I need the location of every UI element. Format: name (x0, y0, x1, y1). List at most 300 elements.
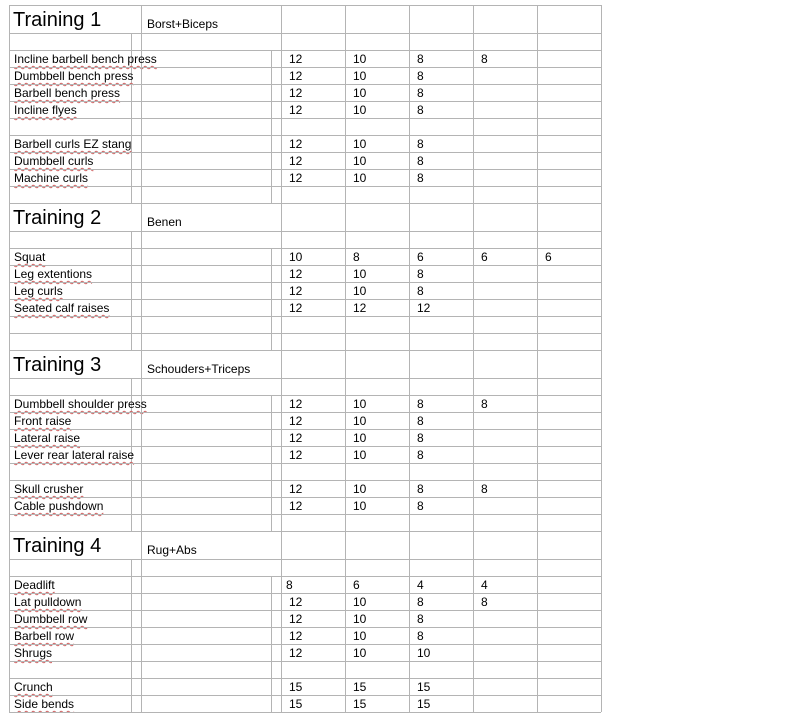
grid-line (537, 299, 538, 316)
grid-line (473, 661, 474, 678)
set-reps: 12 (289, 171, 303, 185)
grid-line (9, 5, 10, 712)
grid-line (271, 118, 272, 135)
grid-line (409, 33, 410, 50)
exercise-name: Barbell bench press (14, 86, 121, 100)
grid-line (537, 559, 538, 576)
grid-line (345, 531, 346, 559)
grid-line (281, 627, 282, 644)
grid-line (9, 576, 601, 577)
grid-line (141, 497, 142, 514)
grid-line (409, 395, 410, 412)
grid-line (281, 661, 282, 678)
set-reps: 8 (353, 250, 360, 264)
grid-line (473, 378, 474, 395)
grid-line (281, 67, 282, 84)
grid-line (345, 101, 346, 118)
grid-line (409, 661, 410, 678)
set-reps: 10 (417, 646, 431, 660)
grid-line (9, 333, 601, 334)
grid-line (131, 378, 132, 395)
grid-line (473, 644, 474, 661)
grid-line (473, 231, 474, 248)
grid-line (345, 559, 346, 576)
set-reps: 12 (289, 646, 303, 660)
set-reps: 10 (289, 250, 303, 264)
grid-line (473, 610, 474, 627)
grid-line (537, 531, 538, 559)
grid-line (131, 118, 132, 135)
grid-line (345, 661, 346, 678)
grid-line (281, 152, 282, 169)
exercise-name: Leg extentions (14, 267, 93, 281)
grid-line (271, 644, 272, 661)
grid-line (271, 446, 272, 463)
grid-line (9, 33, 601, 34)
set-reps: 8 (481, 482, 488, 496)
grid-line (141, 316, 142, 333)
grid-line (345, 84, 346, 101)
grid-line (345, 695, 346, 712)
grid-line (345, 576, 346, 593)
training-title: Training 3 (13, 354, 102, 376)
grid-line (537, 644, 538, 661)
grid-line (131, 661, 132, 678)
grid-line (281, 101, 282, 118)
set-reps: 6 (353, 578, 360, 592)
grid-line (409, 531, 410, 559)
grid-line (141, 627, 142, 644)
set-reps: 10 (353, 431, 367, 445)
set-reps: 10 (353, 646, 367, 660)
grid-line (537, 282, 538, 299)
grid-line (131, 514, 132, 531)
grid-line (281, 446, 282, 463)
grid-line (537, 678, 538, 695)
grid-line (271, 497, 272, 514)
set-reps: 15 (353, 680, 367, 694)
training-subtitle: Schouders+Triceps (147, 362, 251, 376)
grid-line (141, 661, 142, 678)
grid-line (141, 101, 142, 118)
grid-line (141, 231, 142, 248)
grid-line (9, 350, 601, 351)
set-reps: 8 (481, 397, 488, 411)
grid-line (281, 84, 282, 101)
grid-line (9, 5, 601, 6)
grid-line (9, 463, 601, 464)
grid-line (537, 169, 538, 186)
grid-line (141, 446, 142, 463)
set-reps: 15 (353, 697, 367, 711)
set-reps: 12 (289, 52, 303, 66)
grid-line (9, 593, 601, 594)
set-reps: 12 (289, 397, 303, 411)
grid-line (281, 412, 282, 429)
grid-line (141, 118, 142, 135)
grid-line (141, 678, 142, 695)
grid-line (9, 412, 601, 413)
grid-line (281, 429, 282, 446)
grid-line (141, 84, 142, 101)
grid-line (9, 299, 601, 300)
grid-line (271, 169, 272, 186)
grid-line (131, 412, 132, 429)
set-reps: 10 (353, 86, 367, 100)
grid-line (537, 593, 538, 610)
grid-line (9, 378, 601, 379)
grid-line (537, 5, 538, 33)
grid-line (281, 316, 282, 333)
exercise-name: Dumbbell row (14, 612, 88, 626)
grid-line (9, 282, 601, 283)
grid-line (271, 50, 272, 67)
grid-line (345, 678, 346, 695)
grid-line (537, 118, 538, 135)
grid-line (281, 50, 282, 67)
grid-line (537, 378, 538, 395)
set-reps: 10 (353, 499, 367, 513)
grid-line (271, 429, 272, 446)
grid-line (271, 333, 272, 350)
grid-line (9, 531, 601, 532)
grid-line (131, 282, 132, 299)
grid-line (409, 84, 410, 101)
grid-line (601, 5, 602, 712)
grid-line (271, 316, 272, 333)
grid-line (345, 395, 346, 412)
grid-line (537, 463, 538, 480)
grid-line (409, 118, 410, 135)
grid-line (141, 531, 142, 559)
grid-line (9, 695, 601, 696)
grid-line (281, 610, 282, 627)
grid-line (9, 231, 601, 232)
grid-line (537, 576, 538, 593)
grid-line (345, 186, 346, 203)
training-title: Training 4 (13, 535, 102, 557)
grid-line (409, 514, 410, 531)
grid-line (345, 463, 346, 480)
grid-line (281, 593, 282, 610)
grid-line (409, 610, 410, 627)
grid-line (345, 33, 346, 50)
exercise-name: Cable pushdown (14, 499, 104, 513)
grid-line (345, 610, 346, 627)
grid-line (409, 593, 410, 610)
grid-line (141, 593, 142, 610)
grid-line (473, 5, 474, 33)
grid-line (345, 118, 346, 135)
grid-line (131, 627, 132, 644)
grid-line (473, 497, 474, 514)
grid-line (9, 316, 601, 317)
set-reps: 12 (289, 86, 303, 100)
grid-line (9, 661, 601, 662)
set-reps: 12 (289, 284, 303, 298)
grid-line (9, 480, 601, 481)
grid-line (473, 67, 474, 84)
grid-line (281, 463, 282, 480)
grid-line (345, 50, 346, 67)
grid-line (537, 231, 538, 248)
set-reps: 10 (353, 171, 367, 185)
grid-line (9, 118, 601, 119)
grid-line (409, 101, 410, 118)
set-reps: 12 (289, 499, 303, 513)
grid-line (409, 316, 410, 333)
set-reps: 8 (286, 578, 293, 592)
set-reps: 8 (417, 482, 424, 496)
grid-line (281, 644, 282, 661)
exercise-name: Lever rear lateral raise (14, 448, 135, 462)
grid-line (281, 378, 282, 395)
grid-line (281, 135, 282, 152)
training-subtitle: Rug+Abs (147, 543, 197, 557)
grid-line (473, 429, 474, 446)
grid-line (473, 559, 474, 576)
grid-line (345, 429, 346, 446)
set-reps: 12 (289, 431, 303, 445)
grid-line (473, 282, 474, 299)
grid-line (537, 67, 538, 84)
grid-line (409, 169, 410, 186)
grid-line (9, 429, 601, 430)
grid-line (131, 497, 132, 514)
grid-line (281, 497, 282, 514)
set-reps: 8 (417, 595, 424, 609)
grid-line (281, 118, 282, 135)
set-reps: 8 (417, 499, 424, 513)
grid-line (473, 463, 474, 480)
grid-line (345, 248, 346, 265)
set-reps: 8 (417, 69, 424, 83)
grid-line (409, 695, 410, 712)
grid-line (345, 316, 346, 333)
grid-line (281, 248, 282, 265)
grid-line (473, 531, 474, 559)
set-reps: 15 (417, 680, 431, 694)
set-reps: 4 (417, 578, 424, 592)
grid-line (281, 33, 282, 50)
grid-line (271, 282, 272, 299)
grid-line (409, 282, 410, 299)
set-reps: 12 (289, 69, 303, 83)
grid-line (473, 395, 474, 412)
grid-line (281, 231, 282, 248)
set-reps: 8 (417, 154, 424, 168)
grid-line (537, 446, 538, 463)
grid-line (271, 101, 272, 118)
grid-line (271, 463, 272, 480)
set-reps: 8 (417, 86, 424, 100)
grid-line (271, 152, 272, 169)
grid-line (141, 333, 142, 350)
grid-line (141, 67, 142, 84)
grid-line (141, 480, 142, 497)
grid-line (9, 101, 601, 102)
grid-line (409, 135, 410, 152)
set-reps: 8 (417, 267, 424, 281)
set-reps: 10 (353, 267, 367, 281)
grid-line (131, 333, 132, 350)
set-reps: 10 (353, 52, 367, 66)
grid-line (281, 203, 282, 231)
set-reps: 12 (417, 301, 431, 315)
grid-line (131, 559, 132, 576)
grid-line (271, 514, 272, 531)
grid-line (9, 514, 601, 515)
grid-line (409, 67, 410, 84)
exercise-name: Deadlift (14, 578, 55, 592)
training-title: Training 2 (13, 207, 102, 229)
grid-line (141, 135, 142, 152)
set-reps: 8 (417, 103, 424, 117)
grid-line (131, 299, 132, 316)
grid-line (9, 248, 601, 249)
grid-line (473, 118, 474, 135)
grid-line (409, 299, 410, 316)
exercise-name: Barbell row (14, 629, 75, 643)
set-reps: 8 (481, 52, 488, 66)
grid-line (131, 678, 132, 695)
set-reps: 10 (353, 154, 367, 168)
grid-line (409, 248, 410, 265)
set-reps: 12 (289, 137, 303, 151)
grid-line (141, 378, 142, 395)
grid-line (409, 203, 410, 231)
grid-line (281, 169, 282, 186)
grid-line (131, 84, 132, 101)
set-reps: 6 (417, 250, 424, 264)
grid-line (141, 33, 142, 50)
grid-line (271, 678, 272, 695)
exercise-name: Incline barbell bench press (14, 52, 157, 66)
grid-line (345, 203, 346, 231)
grid-line (141, 610, 142, 627)
grid-line (473, 50, 474, 67)
grid-line (409, 350, 410, 378)
grid-line (409, 152, 410, 169)
training-subtitle: Borst+Biceps (147, 17, 219, 31)
set-reps: 12 (289, 414, 303, 428)
grid-line (473, 333, 474, 350)
grid-line (537, 429, 538, 446)
grid-line (409, 412, 410, 429)
grid-line (473, 446, 474, 463)
grid-line (141, 429, 142, 446)
grid-line (271, 412, 272, 429)
grid-line (141, 186, 142, 203)
grid-line (141, 265, 142, 282)
grid-line (281, 576, 282, 593)
set-reps: 8 (481, 595, 488, 609)
grid-line (281, 333, 282, 350)
grid-line (345, 514, 346, 531)
grid-line (409, 5, 410, 33)
set-reps: 10 (353, 612, 367, 626)
grid-line (537, 203, 538, 231)
set-reps: 8 (417, 431, 424, 445)
grid-line (473, 299, 474, 316)
set-reps: 10 (353, 284, 367, 298)
grid-line (473, 84, 474, 101)
grid-line (537, 497, 538, 514)
exercise-name: Front raise (14, 414, 72, 428)
grid-line (281, 282, 282, 299)
grid-line (537, 50, 538, 67)
grid-line (537, 33, 538, 50)
grid-line (141, 412, 142, 429)
grid-line (345, 169, 346, 186)
grid-line (9, 678, 601, 679)
grid-line (9, 84, 601, 85)
grid-line (345, 593, 346, 610)
set-reps: 10 (353, 137, 367, 151)
grid-line (141, 463, 142, 480)
grid-line (409, 627, 410, 644)
grid-line (131, 101, 132, 118)
set-reps: 6 (481, 250, 488, 264)
grid-line (473, 169, 474, 186)
grid-line (141, 282, 142, 299)
set-reps: 8 (417, 171, 424, 185)
grid-line (345, 627, 346, 644)
set-reps: 10 (353, 103, 367, 117)
grid-line (271, 299, 272, 316)
grid-line (473, 33, 474, 50)
set-reps: 12 (289, 595, 303, 609)
grid-line (281, 5, 282, 33)
grid-line (409, 265, 410, 282)
grid-line (141, 169, 142, 186)
grid-line (271, 610, 272, 627)
grid-line (271, 395, 272, 412)
grid-line (271, 84, 272, 101)
grid-line (345, 5, 346, 33)
exercise-name: Seated calf raises (14, 301, 110, 315)
set-reps: 8 (417, 612, 424, 626)
grid-line (345, 152, 346, 169)
grid-line (141, 299, 142, 316)
set-reps: 12 (289, 103, 303, 117)
grid-line (473, 480, 474, 497)
exercise-name: Barbell curls EZ stang (14, 137, 132, 151)
grid-line (9, 610, 601, 611)
grid-line (409, 333, 410, 350)
grid-line (141, 576, 142, 593)
grid-line (345, 497, 346, 514)
set-reps: 12 (289, 448, 303, 462)
grid-line (473, 135, 474, 152)
grid-line (131, 593, 132, 610)
grid-line (345, 67, 346, 84)
grid-line (271, 576, 272, 593)
grid-line (473, 678, 474, 695)
grid-line (409, 678, 410, 695)
grid-line (141, 350, 142, 378)
set-reps: 8 (417, 137, 424, 151)
grid-line (345, 350, 346, 378)
grid-line (141, 203, 142, 231)
exercise-name: Dumbbell shoulder press (14, 397, 147, 411)
grid-line (271, 67, 272, 84)
grid-line (281, 514, 282, 531)
grid-line (9, 152, 601, 153)
grid-line (345, 378, 346, 395)
grid-line (473, 514, 474, 531)
grid-line (131, 231, 132, 248)
